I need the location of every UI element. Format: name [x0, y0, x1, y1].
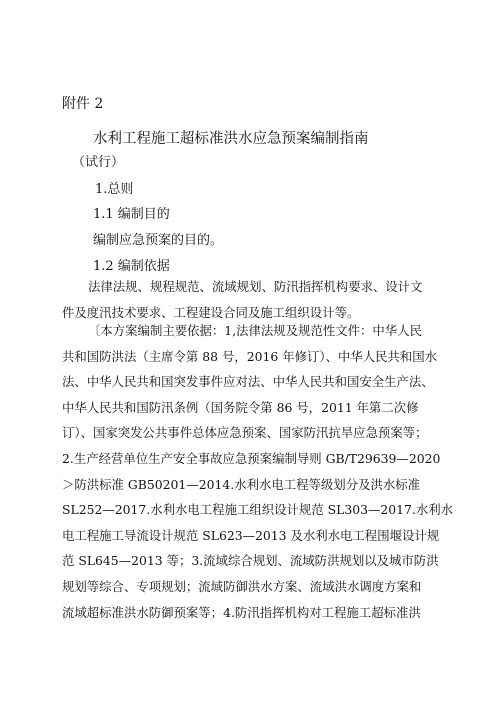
- section-1-1-heading: 1.1 编制目的: [93, 207, 170, 222]
- section-1-1-body: 编制应急预案的目的。: [93, 233, 224, 248]
- document-title: 水利工程施工超标准洪水应急预案编制指南: [93, 131, 369, 147]
- paragraph-line: 〔本方案编制主要依据：1,法律法规及规范性文件：中华人民: [88, 323, 422, 338]
- paragraph-line: 共和国防洪法（主席令第 88 号，2016 年修订）、中华人民共和国水: [62, 348, 438, 364]
- paragraph-line: 2.生产经营单位生产安全事故应急预案编制导则 GB/T29639—2020: [62, 450, 441, 466]
- paragraph-line: 中华人民共和国防汛条例（国务院令第 86 号，2011 年第二次修: [62, 399, 419, 415]
- section-1-heading: 1.总则: [95, 182, 134, 197]
- paragraph-line: 电工程施工导流设计规范 SL623—2013 及水利水电工程围堰设计规: [62, 527, 440, 543]
- paragraph-line: 件及度汛技术要求、工程建设合同及施工组织设计等。: [62, 304, 360, 320]
- paragraph-line: 法、中华人民共和国突发事件应对法、中华人民共和国安全生产法、: [62, 374, 434, 390]
- attachment-label: 附件 2: [62, 96, 104, 112]
- paragraph-line: 订）、国家突发公共事件总体应急预案、国家防汛抗旱应急预案等；: [62, 425, 428, 441]
- section-1-2-heading: 1.2 编制依据: [93, 259, 170, 274]
- section-1-2-paragraph-2: [62, 318, 454, 625]
- paragraph-line: 范 SL645—2013 等；3.流域综合规划、流域防洪规划以及城市防洪: [62, 553, 439, 569]
- paragraph-line: SL252—2017.水利水电工程施工组织设计规范 SL303—2017.水利水: [62, 502, 454, 518]
- paragraph-line: 法律法规、规程规范、流域规划、防汛指挥机构要求、设计文: [88, 279, 423, 294]
- paragraph-line: ＞防洪标准 GB50201—2014.水利水电工程等级划分及洪水标准: [62, 476, 421, 492]
- paragraph-line: 规划等综合、专项规划；流域防御洪水方案、流域洪水调度方案和: [62, 578, 422, 594]
- paragraph-line: 流域超标准洪水防御预案等；4.防汛指挥机构对工程施工超标准洪: [62, 604, 421, 620]
- document-subtitle: （试行）: [72, 155, 125, 170]
